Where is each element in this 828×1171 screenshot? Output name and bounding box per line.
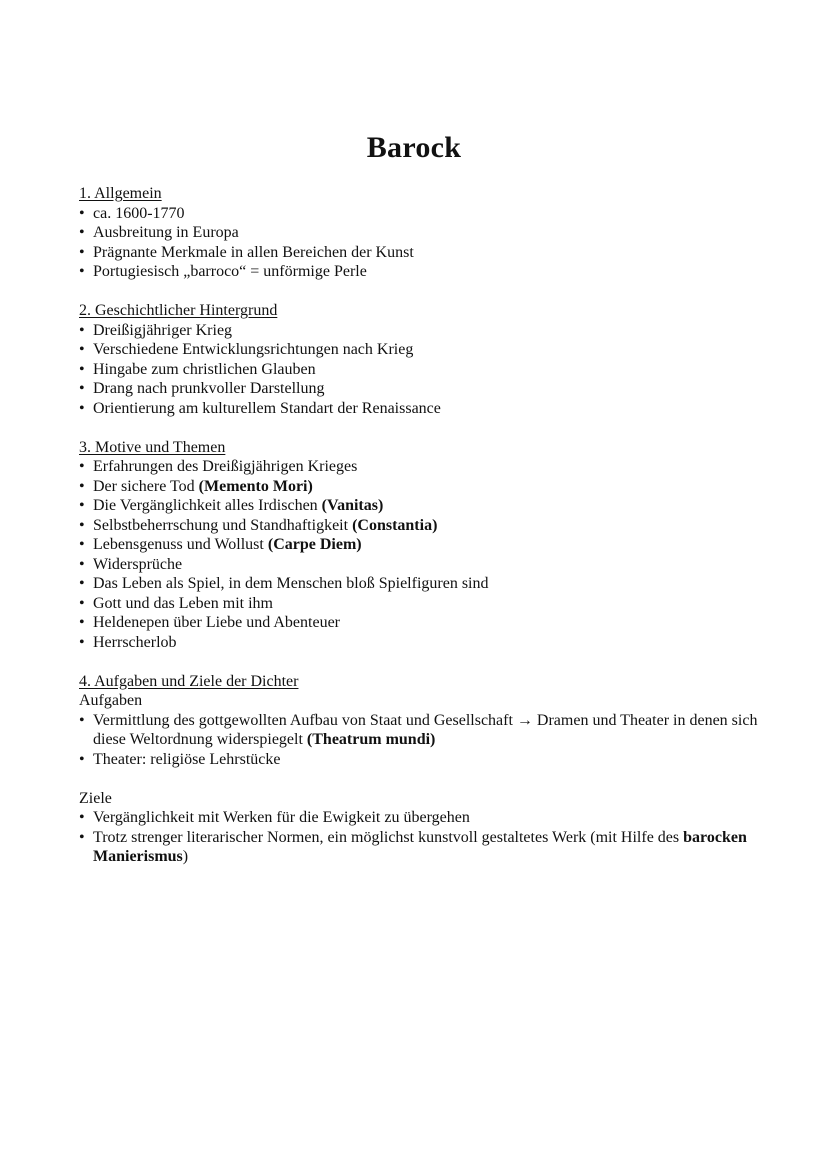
item-text: ca. 1600-1770 [93, 204, 185, 222]
bullet: • [79, 633, 85, 651]
list-item [79, 379, 769, 399]
list-item [79, 321, 769, 341]
item-text: Vergänglichkeit mit Werken für die Ewigkeit zu übergehen [93, 809, 470, 826]
item-term: (Theatrum mundi) [306, 731, 436, 748]
list-item [79, 711, 769, 750]
list-item [79, 477, 769, 497]
list-item [79, 243, 769, 263]
bullet: • [79, 458, 85, 475]
item-term: (Memento Mori) [198, 477, 313, 495]
bullet: • [79, 555, 85, 573]
document-body [79, 184, 769, 886]
bullet: • [79, 497, 85, 514]
bullet: • [79, 536, 85, 553]
item-text: Orientierung am kulturellem Standart der Renaissance [93, 399, 441, 417]
item-text: Erfahrungen des Dreißigjährigen Krieges [93, 458, 358, 475]
item-text: Herrscherlob [93, 633, 177, 651]
bullet: • [79, 575, 85, 592]
item-text: Widersprüche [93, 555, 183, 573]
item-text: Prägnante Merkmale in allen Bereichen der Kunst [93, 243, 414, 261]
bullet: • [79, 243, 85, 261]
list-item [79, 555, 769, 575]
item-text: Der sichere Tod [93, 477, 199, 495]
item-text: Trotz strenger literarischer Normen, ein möglichst kunstvoll gestaltetes Werk (mit Hilfe des [93, 828, 684, 846]
bullet: • [79, 399, 85, 417]
section-allgemein [79, 184, 769, 282]
section-heading: 2. Geschichtlicher Hintergrund [79, 302, 278, 319]
subheading-aufgaben: Aufgaben [79, 692, 143, 709]
item-text: Dreißigjähriger Krieg [93, 321, 233, 339]
list-item [79, 633, 769, 653]
list-item [79, 828, 769, 867]
bullet: • [79, 380, 85, 397]
bullet-list [79, 711, 769, 770]
list-item [79, 457, 769, 477]
bullet: • [79, 594, 85, 612]
list-item [79, 535, 769, 555]
bullet: • [79, 809, 85, 826]
item-text-after: ) [182, 848, 189, 865]
list-item [79, 613, 769, 633]
section-motive-und-themen [79, 438, 769, 653]
list-item [79, 750, 769, 770]
item-text: Vermittlung des gottgewollten Aufbau von Staat und Gesellschaft → Dramen und Theater in denen sich diese Weltordnung widerspiegelt [93, 711, 758, 748]
bullet: • [79, 614, 85, 631]
item-term: (Vanitas) [321, 497, 384, 514]
bullet-list [79, 457, 769, 652]
list-item [79, 262, 769, 282]
list-item [79, 496, 769, 516]
section-heading: 3. Motive und Themen [79, 438, 226, 456]
section-geschichtlicher-hintergrund [79, 301, 769, 418]
subheading-ziele: Ziele [79, 789, 112, 807]
list-item [79, 516, 769, 536]
section-heading: 4. Aufgaben und Ziele der Dichter [79, 672, 299, 690]
bullet-list [79, 204, 769, 282]
bullet: • [79, 341, 85, 358]
item-term: (Carpe Diem) [267, 536, 362, 553]
item-text: Heldenepen über Liebe und Abenteuer [93, 614, 341, 631]
item-text: Theater: religiöse Lehrstücke [93, 750, 281, 768]
spacer [79, 769, 769, 789]
bullet: • [79, 360, 85, 378]
bullet: • [79, 321, 85, 339]
item-text: Verschiedene Entwicklungsrichtungen nach Krieg [93, 341, 414, 358]
item-term: barocken Manierismus [93, 828, 747, 865]
page-title: Barock [366, 131, 462, 164]
bullet: • [79, 711, 85, 729]
list-item [79, 574, 769, 594]
list-item [79, 399, 769, 419]
item-text: Die Vergänglichkeit alles Irdischen [93, 497, 322, 514]
bullet: • [79, 516, 85, 534]
bullet: • [79, 224, 85, 241]
list-item [79, 360, 769, 380]
item-text: Portugiesisch „barroco“ = unförmige Perle [93, 263, 367, 280]
bullet: • [79, 263, 85, 280]
bullet: • [79, 750, 85, 768]
list-item [79, 204, 769, 224]
item-text: Das Leben als Spiel, in dem Menschen bloß Spielfiguren sind [93, 575, 489, 592]
bullet-list [79, 321, 769, 419]
item-text: Lebensgenuss und Wollust [93, 536, 268, 553]
list-item [79, 594, 769, 614]
item-term: (Constantia) [352, 516, 438, 534]
item-text: Gott und das Leben mit ihm [93, 594, 273, 612]
list-item [79, 808, 769, 828]
list-item [79, 223, 769, 243]
bullet: • [79, 477, 85, 495]
bullet-list [79, 808, 769, 867]
item-text: Ausbreitung in Europa [93, 224, 239, 241]
item-text: Drang nach prunkvoller Darstellung [93, 380, 325, 397]
item-text: Selbstbeherrschung und Standhaftigkeit [93, 516, 353, 534]
section-aufgaben-und-ziele [79, 672, 769, 867]
item-text: Hingabe zum christlichen Glauben [93, 360, 316, 378]
bullet: • [79, 204, 85, 222]
list-item [79, 340, 769, 360]
section-heading: 1. Allgemein [79, 185, 162, 202]
bullet: • [79, 828, 85, 846]
